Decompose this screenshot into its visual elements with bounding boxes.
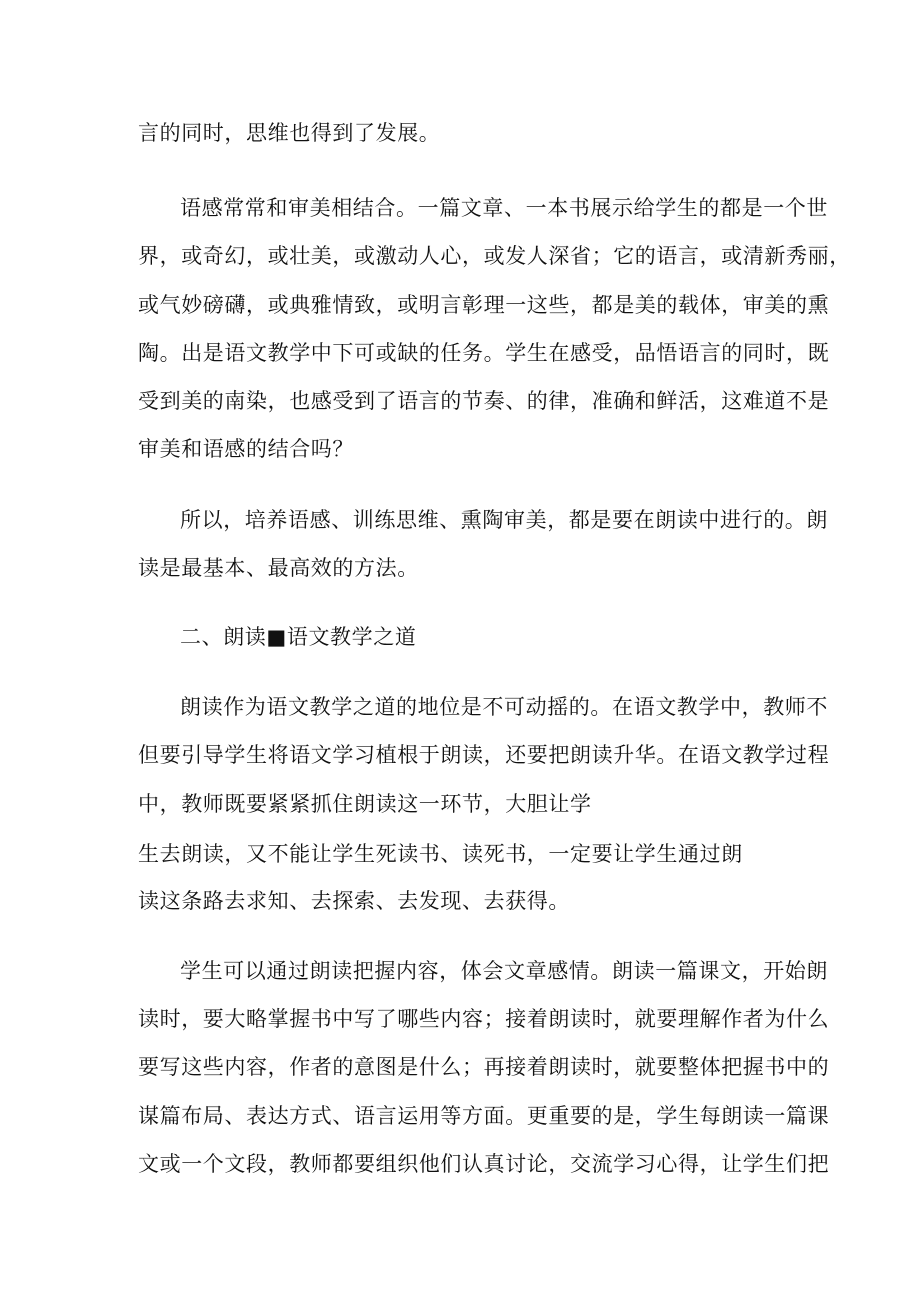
paragraph-grasp-content-line-5: 文或一个文段，教师都要组织他们认真讨论，交流学习心得，让学生们把 [138,1152,830,1176]
paragraph-reading-way-line-1: 朗读作为语文教学之道的地位是不可动摇的。在语文教学中，教师不 [180,695,828,719]
paragraph-grasp-content-line-3: 要写这些内容，作者的意图是什么；再接着朗读时，就要整体把握书中的 [138,1055,830,1079]
paragraph-grasp-content-line-4: 谋篇布局、表达方式、语言运用等方面。更重要的是，学生每朗读一篇课 [138,1104,830,1128]
paragraph-aesthetics-line-6: 审美和语感的结合吗？ [138,437,354,461]
paragraph-conclusion-line-2: 读是最基本、最高效的方法。 [138,556,419,580]
paragraph-continuation-line-1: 言的同时，思维也得到了发展。 [138,121,441,145]
paragraph-aesthetics-line-5: 受到美的南染，也感受到了语言的节奏、的律，准确和鲜活，这难道不是 [138,389,830,413]
paragraph-reading-way-line-2: 但要引导学生将语文学习植根于朗读，还要把朗读升华。在语文教学过程 [138,743,830,767]
paragraph-aesthetics-line-1: 语感常常和审美相结合。一篇文章、一本书展示给学生的都是一个世 [180,196,828,220]
paragraph-grasp-content-line-2: 读时，要大略掌握书中写了哪些内容；接着朗读时，就要理解作者为什么 [138,1007,830,1031]
paragraph-grasp-content-line-1: 学生可以通过朗读把握内容，体会文章感情。朗读一篇课文，开始朗 [180,959,828,983]
paragraph-reading-way-line-3: 中，教师既要紧紧抓住朗读这一环节，大胆让学 [138,792,592,816]
paragraph-reading-way-line-5: 读这条路去求知、去探索、去发现、去获得。 [138,889,570,913]
paragraph-aesthetics-line-4: 陶。出是语文教学中下可或缺的任务。学生在感受，品悟语言的同时，既 [138,341,830,365]
paragraph-aesthetics-line-3: 或气妙磅礴，或典雅情致，或明言彰理一这些，都是美的载体，审美的熏 [138,293,830,317]
paragraph-reading-way-line-4: 生去朗读，又不能让学生死读书、读死书，一定要让学生通过朗 [138,842,743,866]
section-heading: 二、朗读■语文教学之道 [180,625,417,649]
paragraph-aesthetics-line-2: 界，或奇幻，或壮美，或激动人心，或发人深省；它的语言，或清新秀丽， [138,244,851,268]
paragraph-conclusion-line-1: 所以，培养语感、训练思维、熏陶审美，都是要在朗读中进行的。朗 [180,508,828,532]
